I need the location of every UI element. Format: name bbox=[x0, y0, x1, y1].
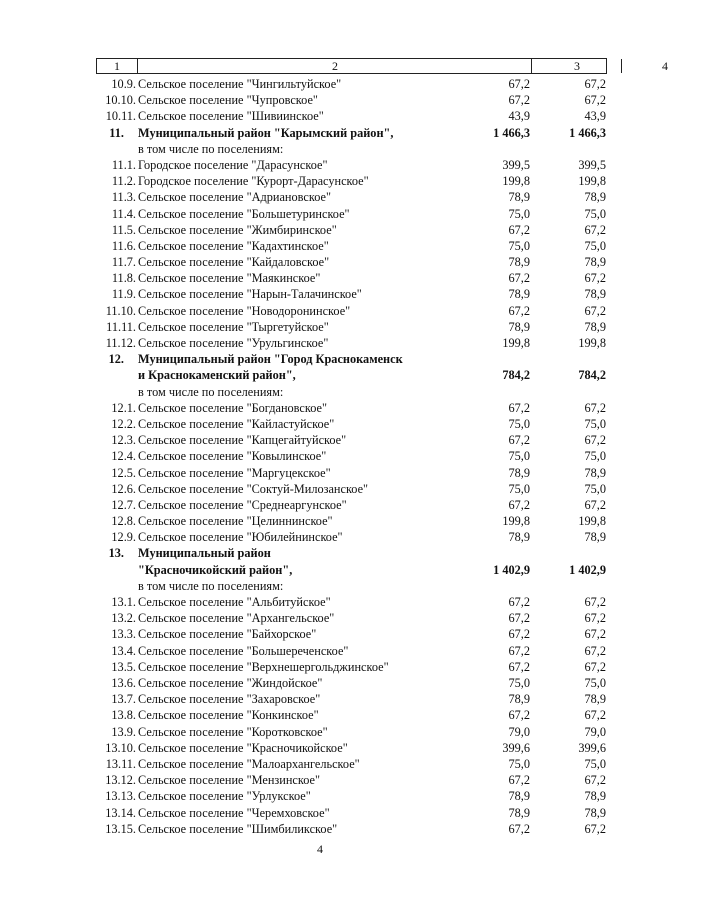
row-number: 12.4. bbox=[111, 449, 136, 464]
row-name-line: Сельское поселение "Кайдаловское" bbox=[138, 255, 330, 270]
row-value-col3: 75,0 bbox=[508, 449, 530, 464]
row-name bbox=[138, 821, 337, 837]
row-value-col3: 75,0 bbox=[508, 416, 530, 431]
row-name-line: Сельское поселение "Чингильтуйское" bbox=[138, 77, 342, 91]
row-name-line: Сельское поселение "Целиннинское" bbox=[138, 514, 333, 529]
row-number: 11.1. bbox=[111, 157, 136, 172]
row-name-line: Сельское поселение "Маргуцекское" bbox=[138, 465, 331, 480]
row-value-col3: 67,2 bbox=[508, 222, 530, 237]
table-row bbox=[0, 238, 640, 254]
table-row bbox=[0, 675, 640, 691]
row-name bbox=[138, 465, 331, 481]
row-number: 13.15. bbox=[105, 821, 136, 836]
row-value-col3: 78,9 bbox=[508, 190, 530, 205]
row-name bbox=[138, 626, 316, 642]
table-row bbox=[0, 465, 640, 481]
row-number: 11.8. bbox=[111, 271, 136, 286]
row-value-col4: 79,0 bbox=[584, 724, 606, 739]
row-value-col4: 43,9 bbox=[584, 109, 606, 124]
row-value-col3: 199,8 bbox=[502, 174, 530, 189]
row-number: 11.9. bbox=[111, 287, 136, 302]
row-name-line: Городское поселение "Дарасунское" bbox=[138, 157, 328, 172]
row-name-line: Сельское поселение "Среднеаргунское" bbox=[138, 497, 347, 512]
row-value-col4: 78,9 bbox=[584, 319, 606, 334]
row-value-col4: 78,9 bbox=[584, 465, 606, 480]
row-number: 13.2. bbox=[111, 611, 136, 626]
row-name bbox=[138, 432, 346, 448]
column-number-1: 1 bbox=[114, 59, 120, 73]
row-value-col3: 67,2 bbox=[508, 627, 530, 642]
row-value-col4: 399,5 bbox=[578, 157, 606, 172]
row-name bbox=[138, 481, 368, 497]
row-name bbox=[138, 416, 334, 432]
row-value-col4: 67,2 bbox=[584, 821, 606, 836]
table-column-header bbox=[96, 58, 668, 74]
row-name-line: Сельское поселение "Богдановское" bbox=[138, 400, 328, 415]
page-number: 4 bbox=[317, 842, 323, 856]
row-value-col4: 75,0 bbox=[584, 676, 606, 691]
row-value-col4: 75,0 bbox=[584, 481, 606, 496]
row-value-col4: 67,2 bbox=[584, 93, 606, 108]
row-name bbox=[138, 206, 350, 222]
row-number: 12.5. bbox=[111, 465, 136, 480]
table-row bbox=[0, 270, 640, 286]
column-number-2: 2 bbox=[137, 59, 532, 73]
row-number: 12.6. bbox=[111, 481, 136, 496]
row-name bbox=[138, 788, 311, 804]
table-row bbox=[0, 286, 640, 302]
row-name bbox=[138, 513, 333, 529]
row-value-col3: 67,2 bbox=[508, 821, 530, 836]
row-name bbox=[138, 173, 369, 189]
row-value-col4: 67,2 bbox=[584, 627, 606, 642]
row-name-line: Сельское поселение "Альбитуйское" bbox=[138, 595, 331, 610]
row-number: 12. bbox=[108, 352, 124, 367]
row-name-line: Муниципальный район bbox=[138, 546, 271, 561]
row-name-line: Сельское поселение "Соктуй-Милозанское" bbox=[138, 481, 369, 496]
row-name-line: и Краснокаменский район", bbox=[138, 368, 296, 383]
table-row-municipal-district bbox=[0, 125, 640, 157]
row-value-col4: 67,2 bbox=[584, 595, 606, 610]
row-value-col3: 67,2 bbox=[508, 400, 530, 415]
row-name-line: Муниципальный район "Карымский район", bbox=[138, 125, 394, 140]
row-value-col4: 78,9 bbox=[584, 255, 606, 270]
row-value-col3: 67,2 bbox=[508, 595, 530, 610]
row-value-col3: 78,9 bbox=[508, 530, 530, 545]
row-value-col3: 67,2 bbox=[508, 271, 530, 286]
row-value-col4: 67,2 bbox=[584, 643, 606, 658]
row-number: 13.8. bbox=[111, 708, 136, 723]
row-number: 12.3. bbox=[111, 433, 136, 448]
row-name-line: Сельское поселение "Ковылинское" bbox=[138, 449, 327, 464]
table-row bbox=[0, 157, 640, 173]
row-value-col4: 67,2 bbox=[584, 708, 606, 723]
row-name-line: Городское поселение "Курорт-Дарасунское" bbox=[138, 174, 369, 189]
table-row-municipal-district bbox=[0, 351, 640, 400]
row-value-col3: 67,2 bbox=[508, 611, 530, 626]
row-name bbox=[138, 125, 393, 157]
row-number: 11.12. bbox=[105, 336, 136, 351]
row-value-col4: 67,2 bbox=[584, 222, 606, 237]
row-name bbox=[138, 724, 328, 740]
row-value-col4: 78,9 bbox=[584, 805, 606, 820]
row-value-col3: 78,9 bbox=[508, 789, 530, 804]
row-name bbox=[138, 740, 348, 756]
row-number: 10.10. bbox=[105, 93, 136, 108]
row-value-col4: 67,2 bbox=[584, 303, 606, 318]
row-value-col3: 67,2 bbox=[508, 93, 530, 108]
table-row bbox=[0, 513, 640, 529]
table-body bbox=[0, 76, 640, 837]
row-value-col3: 75,0 bbox=[508, 676, 530, 691]
row-number: 13.10. bbox=[105, 740, 136, 755]
row-value-col3: 399,5 bbox=[502, 157, 530, 172]
row-value-col3: 78,9 bbox=[508, 805, 530, 820]
row-name-line: Сельское поселение "Мензинское" bbox=[138, 773, 321, 788]
row-value-col4: 67,2 bbox=[584, 659, 606, 674]
row-name-line: Сельское поселение "Кайластуйское" bbox=[138, 416, 335, 431]
row-name-line: Сельское поселение "Нарын-Талачинское" bbox=[138, 287, 362, 302]
table-row bbox=[0, 740, 640, 756]
row-value-col3: 67,2 bbox=[508, 497, 530, 512]
row-name-line: "Красночикойский район", bbox=[138, 562, 293, 577]
row-value-col3: 78,9 bbox=[508, 465, 530, 480]
table-row bbox=[0, 643, 640, 659]
row-value-col4: 75,0 bbox=[584, 449, 606, 464]
row-name bbox=[138, 335, 328, 351]
table-row bbox=[0, 303, 640, 319]
row-value-col4: 67,2 bbox=[584, 77, 606, 91]
table-row bbox=[0, 108, 640, 124]
row-name bbox=[138, 108, 324, 124]
row-name-line: Сельское поселение "Тыргетуйское" bbox=[138, 319, 329, 334]
row-number: 11.10. bbox=[105, 303, 136, 318]
row-value-col3: 75,0 bbox=[508, 206, 530, 221]
table-row bbox=[0, 707, 640, 723]
row-name-line: Сельское поселение "Капцегайтуйское" bbox=[138, 433, 347, 448]
row-value-col3: 784,2 bbox=[502, 368, 530, 383]
row-name-line: Сельское поселение "Кадахтинское" bbox=[138, 238, 329, 253]
row-value-col4: 78,9 bbox=[584, 287, 606, 302]
row-name bbox=[138, 805, 330, 821]
row-value-col4: 78,9 bbox=[584, 190, 606, 205]
table-row bbox=[0, 756, 640, 772]
row-name bbox=[138, 238, 329, 254]
row-value-col3: 43,9 bbox=[508, 109, 530, 124]
row-value-col3: 75,0 bbox=[508, 238, 530, 253]
row-number: 11. bbox=[109, 125, 124, 140]
row-number: 12.8. bbox=[111, 514, 136, 529]
table-row bbox=[0, 432, 640, 448]
table-row bbox=[0, 222, 640, 238]
table-row-municipal-district bbox=[0, 545, 640, 594]
row-value-col4: 1 466,3 bbox=[569, 125, 606, 140]
table-row bbox=[0, 206, 640, 222]
table-row bbox=[0, 626, 640, 642]
row-value-col4: 399,6 bbox=[578, 740, 606, 755]
row-name-line: Сельское поселение "Большетуринское" bbox=[138, 206, 350, 221]
row-name bbox=[138, 286, 362, 302]
row-number: 13.6. bbox=[111, 676, 136, 691]
row-name bbox=[138, 545, 292, 594]
table-row bbox=[0, 448, 640, 464]
row-number: 11.5. bbox=[111, 222, 136, 237]
row-value-col4: 784,2 bbox=[578, 368, 606, 383]
row-value-col4: 67,2 bbox=[584, 271, 606, 286]
row-name bbox=[138, 691, 320, 707]
column-number-3: 3 bbox=[531, 59, 622, 73]
table-row bbox=[0, 529, 640, 545]
table-row bbox=[0, 610, 640, 626]
row-value-col4: 75,0 bbox=[584, 206, 606, 221]
row-number: 10.11. bbox=[105, 109, 136, 124]
row-number: 13.1. bbox=[111, 595, 136, 610]
row-name-line: Сельское поселение "Шивиинское" bbox=[138, 109, 324, 124]
row-name bbox=[138, 756, 360, 772]
table-row bbox=[0, 659, 640, 675]
row-name bbox=[138, 497, 347, 513]
table-row bbox=[0, 416, 640, 432]
row-value-col3: 78,9 bbox=[508, 319, 530, 334]
row-value-col3: 67,2 bbox=[508, 659, 530, 674]
row-value-col3: 67,2 bbox=[508, 708, 530, 723]
row-number: 11.7. bbox=[111, 255, 136, 270]
row-value-col4: 199,8 bbox=[578, 336, 606, 351]
row-number: 11.11. bbox=[106, 319, 136, 334]
row-number: 12.1. bbox=[111, 400, 136, 415]
row-name bbox=[138, 189, 331, 205]
row-value-col3: 79,0 bbox=[508, 724, 530, 739]
row-value-col4: 78,9 bbox=[584, 692, 606, 707]
row-name bbox=[138, 76, 341, 92]
row-name-line: Сельское поселение "Захаровское" bbox=[138, 692, 321, 707]
row-value-col4: 75,0 bbox=[584, 756, 606, 771]
row-number: 12.7. bbox=[111, 497, 136, 512]
row-number: 13.7. bbox=[111, 692, 136, 707]
row-value-col3: 199,8 bbox=[502, 336, 530, 351]
row-value-col4: 78,9 bbox=[584, 789, 606, 804]
row-name bbox=[138, 448, 326, 464]
row-value-col3: 399,6 bbox=[502, 740, 530, 755]
row-value-col3: 78,9 bbox=[508, 692, 530, 707]
row-value-col4: 75,0 bbox=[584, 416, 606, 431]
row-name bbox=[138, 303, 350, 319]
row-name bbox=[138, 319, 329, 335]
row-name bbox=[138, 643, 348, 659]
row-name-line: Сельское поселение "Шимбиликское" bbox=[138, 821, 338, 836]
table-row bbox=[0, 481, 640, 497]
row-name bbox=[138, 270, 320, 286]
row-value-col3: 75,0 bbox=[508, 756, 530, 771]
row-name bbox=[138, 92, 318, 108]
row-value-col4: 67,2 bbox=[584, 400, 606, 415]
table-row bbox=[0, 76, 640, 92]
row-number: 13.4. bbox=[111, 643, 136, 658]
row-number: 11.2. bbox=[111, 174, 136, 189]
table-row bbox=[0, 92, 640, 108]
row-name-line: Сельское поселение "Чупровское" bbox=[138, 93, 318, 108]
row-name-line: Сельское поселение "Адриановское" bbox=[138, 190, 331, 205]
row-value-col3: 199,8 bbox=[502, 514, 530, 529]
row-name-line: Сельское поселение "Большереченское" bbox=[138, 643, 349, 658]
row-name bbox=[138, 594, 331, 610]
row-name-line: Сельское поселение "Урлукское" bbox=[138, 789, 311, 804]
table-row bbox=[0, 821, 640, 837]
table-row bbox=[0, 254, 640, 270]
row-name-line: Сельское поселение "Байхорское" bbox=[138, 627, 317, 642]
row-name-line: Сельское поселение "Верхнешергольджинское" bbox=[138, 659, 389, 674]
row-name bbox=[138, 400, 327, 416]
row-name-line: Сельское поселение "Коротковское" bbox=[138, 724, 328, 739]
row-name-line: Сельское поселение "Жиндойское" bbox=[138, 676, 323, 691]
row-name-line: Сельское поселение "Архангельское" bbox=[138, 611, 335, 626]
row-number: 10.9. bbox=[111, 77, 136, 91]
table-row bbox=[0, 319, 640, 335]
row-number: 13.14. bbox=[105, 805, 136, 820]
row-value-col4: 67,2 bbox=[584, 611, 606, 626]
row-value-col3: 1 402,9 bbox=[493, 562, 530, 577]
row-name-line: Сельское поселение "Юбилейнинское" bbox=[138, 530, 343, 545]
row-value-col4: 78,9 bbox=[584, 530, 606, 545]
table-row bbox=[0, 772, 640, 788]
row-name bbox=[138, 772, 320, 788]
row-name bbox=[138, 157, 327, 173]
row-name-line: в том числе по поселениям: bbox=[138, 578, 284, 593]
row-name-line: Сельское поселение "Конкинское" bbox=[138, 708, 319, 723]
table-row bbox=[0, 497, 640, 513]
row-name-line: Сельское поселение "Урульгинское" bbox=[138, 336, 329, 351]
row-name-line: Сельское поселение "Малоархангельское" bbox=[138, 756, 360, 771]
table-row bbox=[0, 189, 640, 205]
table-row bbox=[0, 173, 640, 189]
row-name bbox=[138, 254, 329, 270]
row-name-line: Сельское поселение "Жимбиринское" bbox=[138, 222, 337, 237]
row-number: 13.12. bbox=[105, 773, 136, 788]
table-row bbox=[0, 788, 640, 804]
row-number: 13.3. bbox=[111, 627, 136, 642]
row-value-col3: 67,2 bbox=[508, 773, 530, 788]
row-name-line: Сельское поселение "Маякинское" bbox=[138, 271, 321, 286]
row-name-line: Сельское поселение "Красночикойское" bbox=[138, 740, 348, 755]
table-row bbox=[0, 724, 640, 740]
row-number: 13.5. bbox=[111, 659, 136, 674]
row-value-col3: 78,9 bbox=[508, 255, 530, 270]
row-value-col3: 1 466,3 bbox=[493, 125, 530, 140]
row-name bbox=[138, 222, 337, 238]
table-row bbox=[0, 594, 640, 610]
table-row bbox=[0, 691, 640, 707]
row-value-col3: 67,2 bbox=[508, 303, 530, 318]
row-name-line: Муниципальный район "Город Краснокаменск bbox=[138, 352, 403, 367]
row-number: 13.13. bbox=[105, 789, 136, 804]
row-number: 11.6. bbox=[111, 238, 136, 253]
row-name-line: в том числе по поселениям: bbox=[138, 141, 284, 156]
table-row bbox=[0, 805, 640, 821]
row-value-col4: 199,8 bbox=[578, 514, 606, 529]
row-value-col4: 199,8 bbox=[578, 174, 606, 189]
row-value-col3: 67,2 bbox=[508, 643, 530, 658]
row-name-line: Сельское поселение "Черемховское" bbox=[138, 805, 330, 820]
row-name bbox=[138, 659, 389, 675]
row-number: 13. bbox=[108, 546, 124, 561]
row-value-col3: 67,2 bbox=[508, 77, 530, 91]
row-value-col4: 1 402,9 bbox=[569, 562, 606, 577]
row-number: 13.9. bbox=[111, 724, 136, 739]
row-number: 11.4. bbox=[111, 206, 136, 221]
row-name bbox=[138, 351, 403, 400]
table-row bbox=[0, 400, 640, 416]
row-value-col3: 78,9 bbox=[508, 287, 530, 302]
row-name bbox=[138, 610, 334, 626]
row-number: 12.2. bbox=[111, 416, 136, 431]
column-number-4: 4 bbox=[621, 59, 708, 73]
row-number: 11.3. bbox=[111, 190, 136, 205]
row-name bbox=[138, 675, 322, 691]
row-number: 12.9. bbox=[111, 530, 136, 545]
row-value-col4: 67,2 bbox=[584, 497, 606, 512]
row-number: 13.11. bbox=[105, 756, 136, 771]
row-name-line: в том числе по поселениям: bbox=[138, 384, 284, 399]
table-row bbox=[0, 335, 640, 351]
row-value-col4: 75,0 bbox=[584, 238, 606, 253]
row-value-col3: 75,0 bbox=[508, 481, 530, 496]
row-value-col4: 67,2 bbox=[584, 773, 606, 788]
row-name bbox=[138, 707, 319, 723]
row-value-col4: 67,2 bbox=[584, 433, 606, 448]
row-value-col3: 67,2 bbox=[508, 433, 530, 448]
row-name bbox=[138, 529, 343, 545]
row-name-line: Сельское поселение "Новодоронинское" bbox=[138, 303, 351, 318]
